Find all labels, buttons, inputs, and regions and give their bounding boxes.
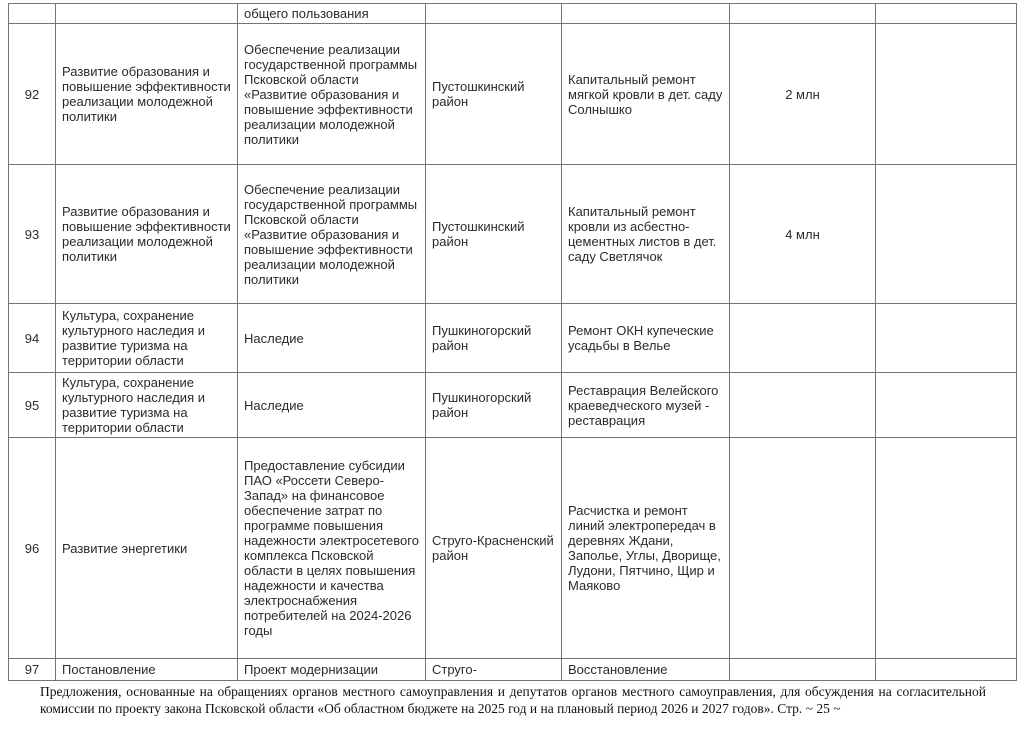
cell-subprogram: Предоставление субсидии ПАО «Россети Северо-Запад» на финансовое обеспечение затрат по программе повышения надежности электросетевого комплекса Псковской области в целях повышения надежности и качества электроснабжения потребителей на 2024-2026 годы (238, 438, 426, 659)
cell-extra (876, 438, 1017, 659)
cell-number: 94 (9, 304, 56, 373)
cell-amount (730, 4, 876, 24)
cell-subprogram: Обеспечение реализации государственной программы Псковской области «Развитие образования и повышение эффективности реализации молодежной политики (238, 24, 426, 165)
cell-district (426, 4, 562, 24)
cell-amount: 4 млн (730, 165, 876, 304)
cell-program (56, 4, 238, 24)
cell-subprogram: Наследие (238, 373, 426, 438)
table-row-93 (9, 165, 1017, 304)
table-row-97 (9, 659, 1017, 681)
cell-amount (730, 438, 876, 659)
cell-project-description: Восстановление (562, 659, 730, 681)
cell-extra (876, 24, 1017, 165)
cell-subprogram: Проект модернизации (238, 659, 426, 681)
cell-program: Культура, сохранение культурного наследия и развитие туризма на территории области (56, 373, 238, 438)
cell-project-description: Ремонт ОКН купеческие усадьбы в Велье (562, 304, 730, 373)
cell-amount: 2 млн (730, 24, 876, 165)
cell-subprogram: Обеспечение реализации государственной программы Псковской области «Развитие образования и повышение эффективности реализации молодежной политики (238, 165, 426, 304)
cell-extra (876, 659, 1017, 681)
cell-program: Развитие образования и повышение эффективности реализации молодежной политики (56, 165, 238, 304)
cell-project-description (562, 4, 730, 24)
cell-number: 92 (9, 24, 56, 165)
cell-extra (876, 4, 1017, 24)
table-row-continuation (9, 4, 1017, 24)
cell-number (9, 4, 56, 24)
cell-extra (876, 304, 1017, 373)
cell-district: Пустошкинский район (426, 165, 562, 304)
cell-number: 95 (9, 373, 56, 438)
cell-number: 93 (9, 165, 56, 304)
cell-project-description: Капитальный ремонт мягкой кровли в дет. саду Солнышко (562, 24, 730, 165)
cell-amount (730, 373, 876, 438)
budget-proposals-table (8, 3, 1017, 681)
cell-extra (876, 165, 1017, 304)
cell-program: Развитие энергетики (56, 438, 238, 659)
cell-district: Пустошкинский район (426, 24, 562, 165)
cell-amount (730, 659, 876, 681)
cell-project-description: Расчистка и ремонт линий электропередач в деревнях Ждани, Заполье, Углы, Дворище, Лудони, Пятчино, Щир и Маяково (562, 438, 730, 659)
cell-program: Развитие образования и повышение эффективности реализации молодежной политики (56, 24, 238, 165)
cell-project-description: Реставрация Велейского краеведческого музей - реставрация (562, 373, 730, 438)
cell-district: Струго- (426, 659, 562, 681)
table-row-95 (9, 373, 1017, 438)
cell-program: Постановление (56, 659, 238, 681)
page-footer: Предложения, основанные на обращениях органов местного самоуправления и депутатов органов местного самоуправления, для обсуждения на согласительной комиссии по проекту закона Псковской области «Об областном бюджете на 2025 год и на плановый период 2026 и 2027 годов». Стр. ~ 25 ~ (40, 684, 986, 716)
cell-district: Струго-Красненский район (426, 438, 562, 659)
cell-district: Пушкиногорский район (426, 373, 562, 438)
table-row-96 (9, 438, 1017, 659)
cell-program: Культура, сохранение культурного наследия и развитие туризма на территории области (56, 304, 238, 373)
cell-number: 96 (9, 438, 56, 659)
table-row-94 (9, 304, 1017, 373)
cell-subprogram: общего пользования (238, 4, 426, 24)
cell-project-description: Капитальный ремонт кровли из асбестно-цементных листов в дет. саду Светлячок (562, 165, 730, 304)
cell-amount (730, 304, 876, 373)
cell-number: 97 (9, 659, 56, 681)
cell-district: Пушкиногорский район (426, 304, 562, 373)
cell-subprogram: Наследие (238, 304, 426, 373)
cell-extra (876, 373, 1017, 438)
table-row-92 (9, 24, 1017, 165)
